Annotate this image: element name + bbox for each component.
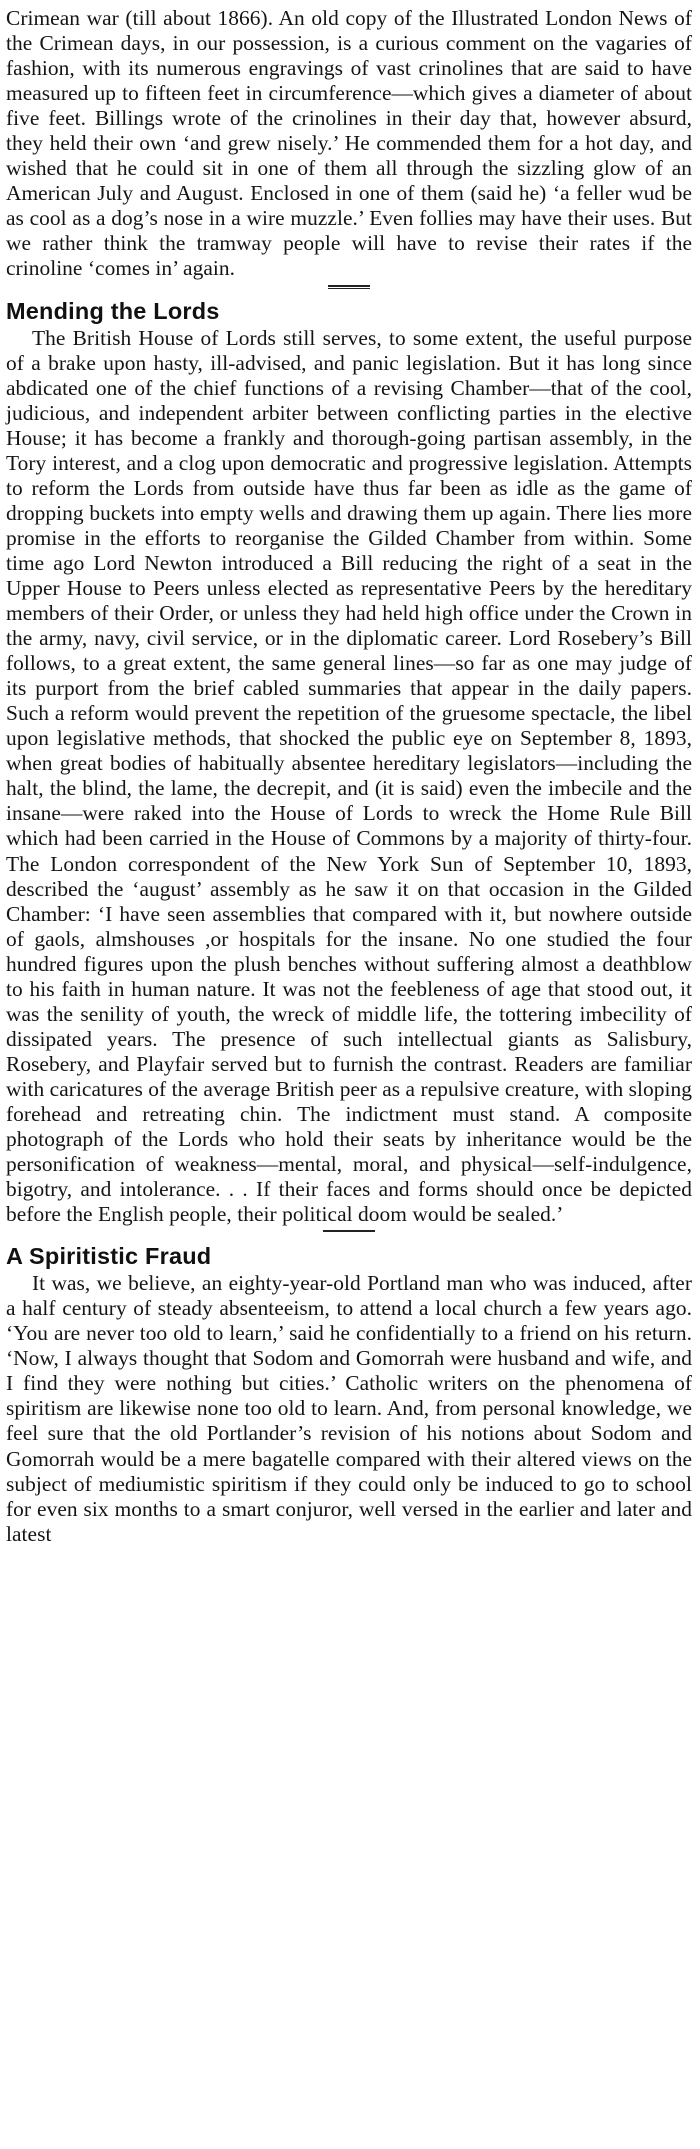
section-heading-mending-the-lords: Mending the Lords xyxy=(6,297,220,324)
section-heading-spiritistic-fraud: A Spiritistic Fraud xyxy=(6,1243,212,1270)
section-divider xyxy=(328,285,370,289)
document-page xyxy=(6,6,692,1547)
intro-paragraph: Crimean war (till about 1866). An old copy of the Illustrated London News of the Crimean days, in our possession, is a curious comment on the vagaries of fashion, with its numerous engravings of vast crinolines that are said to have measured up to fifteen feet in circumference—which gives a diameter of about five feet. Billings wrote of the crinolines in their day that, however absurd, they held their own ‘and grew nisely.’ He commended them for a hot day, and wished that he could sit in one of them all through the sizzling glow of an American July and August. Enclosed in one of them (said he) ‘a feller wud be as cool as a dog’s nose in a wire muzzle.’ Even follies may have their uses. But we rather think the tramway people will have to revise their rates if the crinoline ‘comes in’ again. xyxy=(6,6,692,281)
section-divider xyxy=(323,1230,375,1232)
section-body-mending-the-lords: The British House of Lords still serves, to some extent, the useful purpose of a brake upon hasty, ill-advised, and panic legislation. But it has long since abdicated one of the chief functions of a revising Chamber—that of the cool, judicious, and independent arbiter between conflicting parties in the elective House; it has become a frankly and thorough-going partisan assembly, in the Tory interest, and a clog upon democratic and progressive legislation. Attempts to reform the Lords from outside have thus far been as idle as the game of dropping buckets into empty wells and drawing them up again. There lies more promise in the efforts to reorganise the Gilded Chamber from within. Some time ago Lord Newton introduced a Bill reducing the right of a seat in the Upper House to Peers unless elected as representative Peers by the hereditary members of their Order, or unless they had held high office under the Crown in the army, navy, civil service, or in the diplomatic career. Lord Rosebery’s Bill follows, to a great extent, the same general lines—so far as one may judge of its purport from the brief cabled summaries that appear in the daily papers. Such a reform would prevent the repetition of the gruesome spectacle, the libel upon legislative methods, that shocked the public eye on September 8, 1893, when great bodies of habitually absentee hereditary legislators—including the halt, the blind, the lame, the decrepit, and (it is said) even the imbecile and the insane—were raked into the House of Lords to wreck the Home Rule Bill which had been carried in the House of Commons by a majority of thirty-four. The London correspondent of the New York Sun of September 10, 1893, described the ‘august’ assembly as he saw it on that occasion in the Gilded Chamber: ‘I have seen assemblies that compared with it, but nowhere outside of gaols, almshouses ,or hospitals for the insane. No one studied the four hundred figures upon the plush benches without suffering almost a deathblow to his faith in human nature. It was not the feebleness of age that stood out, it was the senility of youth, the wreck of middle life, the tottering imbecility of dissipated years. The presence of such intellectual giants as Salisbury, Rosebery, and Playfair served but to furnish the contrast. Readers are familiar with caricatures of the average British peer as a repulsive creature, with sloping forehead and retreating chin. The indictment must stand. A composite photograph of the Lords who hold their seats by inheritance would be the personification of weakness—mental, moral, and physical—self-indulgence, bigotry, and intolerance. . . If their faces and forms should once be depicted before the English people, their political doom would be sealed.’ xyxy=(6,325,692,1227)
section-body-spiritistic-fraud: It was, we believe, an eighty-year-old Portland man who was induced, after a half century of steady absenteeism, to attend a local church a few years ago. ‘You are never too old to learn,’ said he confidentially to a friend on his return. ‘Now, I always thought that Sodom and Gomorrah were husband and wife, and I find they were nothing but cities.’ Catholic writers on the phenomena of spiritism are likewise none too old to learn. And, from personal knowledge, we feel sure that the old Portlander’s revision of his notions about Sodom and Gomorrah would be a mere bagatelle compared with their altered views on the subject of mediumistic spiritism if they could only be induced to go to school for even six months to a smart conjuror, well versed in the earlier and later and latest xyxy=(6,1271,692,1546)
